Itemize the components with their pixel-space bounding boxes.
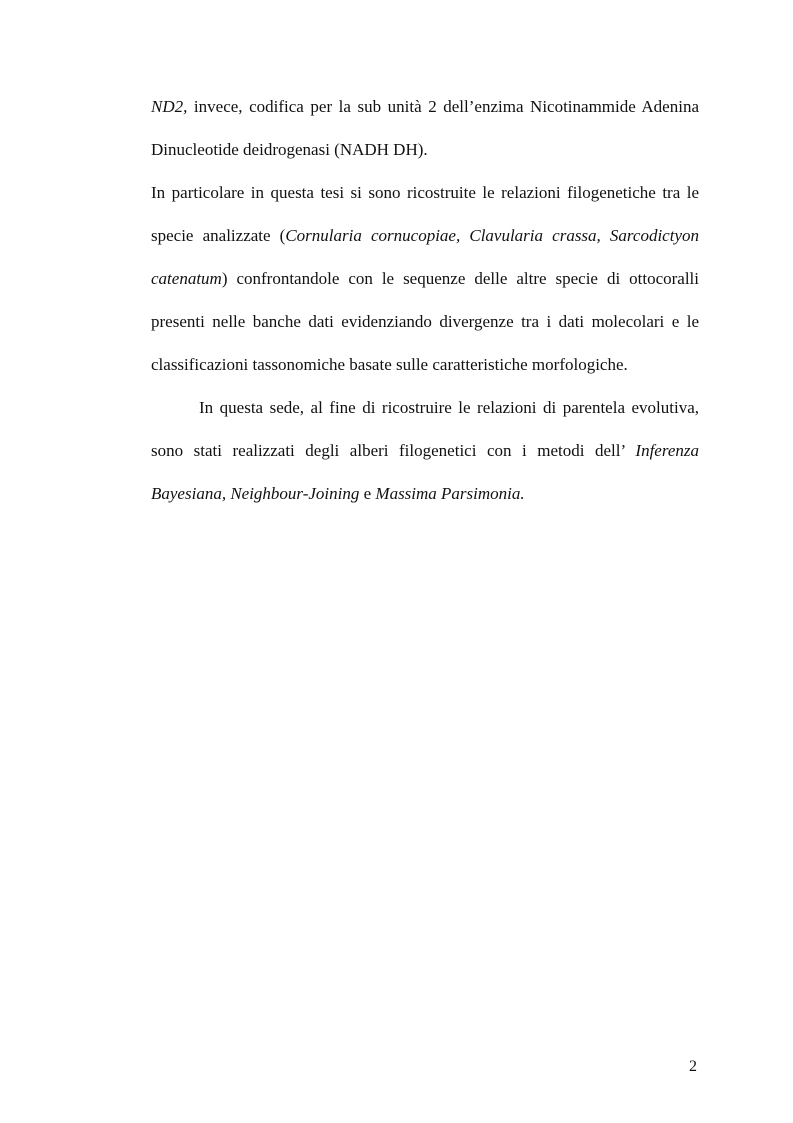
paragraph-text: In questa sede, al fine di ricostruire le relazioni di parentela evolutiva, sono stati realizzati degli alberi filogenetici con i metodi dell’: [151, 398, 699, 460]
paragraph-text: invece, codifica per la sub unità 2 dell’enzima Nicotinammide Adenina Dinucleotide deidrogenasi (NADH DH).: [151, 97, 699, 159]
paragraph-metodi: [151, 386, 699, 515]
paragraph-text: In particolare in questa tesi si sono ricostruite le relazioni filogenetiche tra le specie analizzate (: [151, 183, 699, 245]
page-number: 2: [689, 1058, 697, 1075]
body-text: [151, 85, 699, 515]
paragraph-text: e: [359, 484, 376, 503]
paragraph-relazioni: [151, 171, 699, 386]
paragraph-nd2: [151, 85, 699, 171]
paragraph-text: ) confrontandole con le sequenze delle altre specie di ottocoralli presenti nelle banche dati evidenziando divergenze tra i dati molecolari e le classificazioni tassonomiche basate sulle caratteristiche morfologiche.: [151, 269, 699, 374]
gene-name-nd2: ND2,: [151, 97, 188, 116]
method-name-parsimonia: Massima Parsimonia.: [375, 484, 525, 503]
species-names: Cornularia cornucopiae, Clavularia crassa, Sarcodictyon catenatum: [151, 226, 699, 288]
method-names: Inferenza Bayesiana, Neighbour-Joining: [151, 441, 699, 503]
